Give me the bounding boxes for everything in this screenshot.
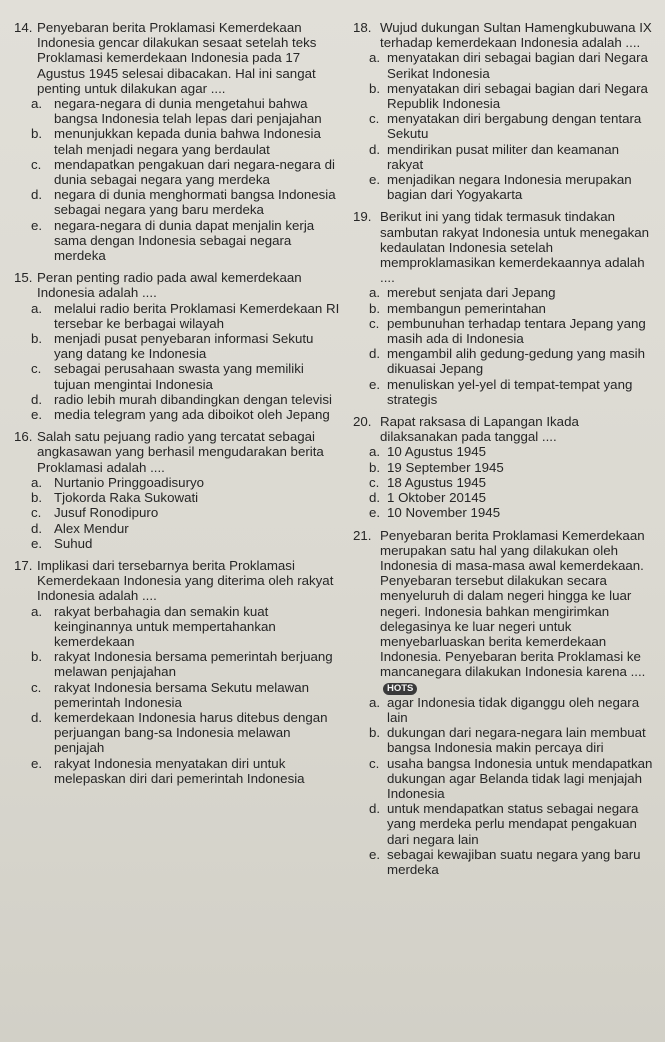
question-number: 14. xyxy=(14,20,33,35)
option-letter: b. xyxy=(369,300,381,316)
option-letter: a. xyxy=(31,474,43,490)
option-letter: a. xyxy=(31,603,43,619)
question-17 xyxy=(14,558,340,786)
question-19 xyxy=(353,209,653,407)
option-letter: e. xyxy=(31,755,43,771)
option-text: 10 Agustus 1945 xyxy=(387,444,487,460)
option-a[interactable] xyxy=(353,695,653,725)
question-16 xyxy=(14,429,340,551)
question-number: 17. xyxy=(14,557,33,573)
option-text: Alex Mendur xyxy=(54,520,129,536)
option-text: Suhud xyxy=(54,535,93,551)
option-letter: b. xyxy=(369,459,381,475)
question-text: Penyebaran berita Proklamasi Kemerdekaan merupakan satu hal yang dilakukan oleh Indonesia di masa-masa awal kemerdekaan. Penyebaran tersebut dilakukan secara menyeluruh di dalam negeri hingga ke luar negeri. Indonesia bahkan mengirimkan delegasinya ke luar negeri untuk menyebarluaskan berita kemerdekaan Indonesia. Penyebaran berita Proklamasi ke mancanegara dilakukan Indonesia karena .... xyxy=(380,527,646,680)
right-column xyxy=(353,20,653,884)
option-b[interactable] xyxy=(14,649,340,679)
option-text: media telegram yang ada diboikot oleh Jepang xyxy=(54,407,330,423)
option-b[interactable] xyxy=(14,126,340,156)
option-text: 10 November 1945 xyxy=(387,505,501,521)
option-letter: a. xyxy=(369,50,381,66)
option-d[interactable] xyxy=(14,187,340,217)
option-text: mendirikan pusat militer dan keamanan rakyat xyxy=(387,141,620,172)
answer-options xyxy=(14,475,340,551)
option-a[interactable] xyxy=(14,604,340,650)
option-b[interactable] xyxy=(14,490,340,505)
option-letter: a. xyxy=(369,285,381,301)
option-letter: c. xyxy=(31,156,42,172)
option-a[interactable] xyxy=(353,50,653,80)
option-letter: e. xyxy=(31,407,43,423)
question-stem xyxy=(353,209,653,285)
option-text: radio lebih murah dibandingkan dengan televisi xyxy=(54,391,332,407)
question-text: Rapat raksasa di Lapangan Ikada dilaksanakan pada tanggal .... xyxy=(380,414,579,445)
option-letter: d. xyxy=(31,391,43,407)
option-letter: a. xyxy=(369,694,381,710)
option-e[interactable] xyxy=(14,218,340,264)
option-letter: b. xyxy=(31,490,43,506)
option-text: 1 Oktober 20145 xyxy=(387,490,487,506)
option-letter: a. xyxy=(31,96,43,112)
option-d[interactable] xyxy=(14,521,340,536)
option-letter: c. xyxy=(31,679,42,695)
option-c[interactable] xyxy=(353,111,653,141)
option-d[interactable] xyxy=(14,392,340,407)
option-d[interactable] xyxy=(353,142,653,172)
option-letter: e. xyxy=(31,535,43,551)
option-letter: b. xyxy=(31,126,43,142)
option-text: sebagai perusahaan swasta yang memiliki tujuan mengintai Indonesia xyxy=(54,361,304,392)
answer-options xyxy=(353,50,653,202)
option-a[interactable] xyxy=(14,475,340,490)
option-text: rakyat Indonesia menyatakan diri untuk melepaskan diri dari pemerintah Indonesia xyxy=(54,755,305,786)
option-text: Tjokorda Raka Sukowati xyxy=(54,490,199,506)
option-text: negara-negara di dunia mengetahui bahwa bangsa Indonesia telah lepas dari penjajahan xyxy=(54,96,322,127)
option-d[interactable] xyxy=(353,490,653,505)
option-letter: b. xyxy=(31,331,43,347)
answer-options xyxy=(14,301,340,423)
option-c[interactable] xyxy=(353,756,653,802)
option-letter: c. xyxy=(369,755,380,771)
question-20 xyxy=(353,414,653,520)
question-number: 19. xyxy=(353,209,372,225)
option-text: rakyat berbahagia dan semakin kuat keinginannya untuk mempertahankan kemerdekaan xyxy=(54,603,276,649)
option-letter: c. xyxy=(369,315,380,331)
option-letter: a. xyxy=(31,300,43,316)
option-a[interactable] xyxy=(353,285,653,300)
hots-badge: HOTS xyxy=(383,683,417,695)
option-text: negara-negara di dunia dapat menjalin kerja sama dengan Indonesia sebagai negara merdeka xyxy=(54,217,315,264)
option-letter: e. xyxy=(369,505,381,521)
question-text: Berikut ini yang tidak termasuk tindakan sambutan rakyat Indonesia untuk menegakan kedaulatan Indonesia setelah memproklamasikan kemerdekaannya adalah .... xyxy=(380,209,650,286)
question-14 xyxy=(14,20,340,263)
question-15 xyxy=(14,270,340,422)
option-letter: d. xyxy=(31,187,43,203)
question-stem xyxy=(14,429,340,475)
option-letter: e. xyxy=(31,217,43,233)
option-text: mendapatkan pengakuan dari negara-negara di dunia sebagai negara yang merdeka xyxy=(54,156,335,188)
option-text: untuk mendapatkan status sebagai negara yang merdeka perlu mendapat pengakuan dari negara lain xyxy=(387,801,639,847)
option-b[interactable] xyxy=(353,301,653,316)
option-letter: c. xyxy=(31,361,42,377)
option-text: menyatakan diri sebagai bagian dari Negara Republik Indonesia xyxy=(387,80,648,112)
option-letter: d. xyxy=(369,801,381,817)
option-letter: b. xyxy=(369,80,381,96)
option-c[interactable] xyxy=(14,361,340,391)
option-text: menyatakan diri bergabung dengan tentara Sekutu xyxy=(387,111,642,142)
option-text: 19 September 1945 xyxy=(387,459,504,475)
question-18 xyxy=(353,20,653,202)
option-d[interactable] xyxy=(353,801,653,847)
option-e[interactable] xyxy=(353,377,653,407)
question-number: 16. xyxy=(14,429,33,445)
option-a[interactable] xyxy=(14,301,340,331)
option-text: usaha bangsa Indonesia untuk mendapatkan dukungan agar Belanda tidak lagi menjajah Indonesia xyxy=(387,755,653,801)
option-c[interactable] xyxy=(14,157,340,187)
answer-options xyxy=(14,604,340,786)
option-letter: e. xyxy=(369,846,381,862)
option-letter: d. xyxy=(31,709,43,725)
question-number: 21. xyxy=(353,527,372,543)
option-text: 18 Agustus 1945 xyxy=(387,474,487,490)
question-stem xyxy=(353,528,653,695)
question-stem xyxy=(353,414,653,444)
option-text: kemerdekaan Indonesia harus ditebus dengan perjuangan bang-sa Indonesia melawan penjajah xyxy=(54,709,328,756)
option-letter: c. xyxy=(369,474,380,490)
option-a[interactable] xyxy=(14,96,340,126)
option-e[interactable] xyxy=(353,505,653,520)
option-text: mengambil alih gedung-gedung yang masih dikuasai Jepang xyxy=(387,346,645,377)
left-column xyxy=(14,20,340,793)
question-text: Implikasi dari tersebarnya berita Proklamasi Kemerdekaan Indonesia yang diterima oleh rakyat Indonesia adalah .... xyxy=(37,557,334,604)
option-c[interactable] xyxy=(14,505,340,520)
option-d[interactable] xyxy=(14,710,340,756)
option-b[interactable] xyxy=(353,81,653,111)
answer-options xyxy=(353,444,653,520)
question-21 xyxy=(353,528,653,878)
option-text: merebut senjata dari Jepang xyxy=(387,285,556,301)
option-text: agar Indonesia tidak diganggu oleh negara lain xyxy=(387,694,640,725)
question-text: Salah satu pejuang radio yang tercatat sebagai angkasawan yang berhasil mengudarakan berita Proklamasi adalah .... xyxy=(37,429,324,475)
option-b[interactable] xyxy=(353,725,653,755)
option-d[interactable] xyxy=(353,346,653,376)
option-letter: d. xyxy=(31,520,43,536)
question-stem xyxy=(14,558,340,604)
option-letter: d. xyxy=(369,141,381,157)
answer-options xyxy=(353,695,653,877)
option-b[interactable] xyxy=(14,331,340,361)
question-text: Penyebaran berita Proklamasi Kemerdekaan Indonesia gencar dilakukan sesaat setelah teks Proklamasi kemerdekaan Indonesia pada 17 Agustus 1945 selesai dibacakan. Hal ini sangat penting untuk dilakukan agar .... xyxy=(37,20,317,96)
option-c[interactable] xyxy=(353,475,653,490)
question-text: Wujud dukungan Sultan Hamengkubuwana IX terhadap kemerdekaan Indonesia adalah .... xyxy=(380,20,652,51)
option-letter: c. xyxy=(31,505,42,521)
option-text: menuliskan yel-yel di tempat-tempat yang strategis xyxy=(387,376,633,407)
question-number: 20. xyxy=(353,414,372,430)
option-letter: c. xyxy=(369,111,380,127)
answer-options xyxy=(353,285,653,407)
option-letter: e. xyxy=(369,376,381,392)
option-letter: e. xyxy=(369,172,381,188)
question-stem xyxy=(14,20,340,96)
option-text: negara di dunia menghormati bangsa Indonesia sebagai negara yang baru merdeka xyxy=(54,187,336,218)
question-stem xyxy=(353,20,653,50)
option-letter: b. xyxy=(369,725,381,741)
option-text: membangun pemerintahan xyxy=(387,300,546,316)
option-text: melalui radio berita Proklamasi Kemerdekaan RI tersebar ke berbagai wilayah xyxy=(54,300,340,331)
option-text: menjadi pusat penyebaran informasi Sekutu yang datang ke Indonesia xyxy=(54,331,314,362)
option-c[interactable] xyxy=(14,680,340,710)
question-number: 15. xyxy=(14,270,33,286)
option-text: Jusuf Ronodipuro xyxy=(54,505,159,521)
option-text: menunjukkan kepada dunia bahwa Indonesia telah menjadi negara yang berdaulat xyxy=(54,126,321,157)
option-text: pembunuhan terhadap tentara Jepang yang masih ada di Indonesia xyxy=(387,315,646,347)
answer-options xyxy=(14,96,340,263)
option-e[interactable] xyxy=(14,407,340,422)
option-text: Nurtanio Pringgoadisuryo xyxy=(54,474,205,490)
option-letter: a. xyxy=(369,444,381,460)
option-c[interactable] xyxy=(353,316,653,346)
option-e[interactable] xyxy=(353,847,653,877)
option-e[interactable] xyxy=(353,172,653,202)
option-text: rakyat Indonesia bersama Sekutu melawan pemerintah Indonesia xyxy=(54,679,309,710)
option-text: sebagai kewajiban suatu negara yang baru merdeka xyxy=(387,846,641,877)
option-e[interactable] xyxy=(14,756,340,786)
option-text: menyatakan diri sebagai bagian dari Negara Serikat Indonesia xyxy=(387,50,648,81)
option-text: menjadikan negara Indonesia merupakan bagian dari Yogyakarta xyxy=(387,172,632,203)
option-b[interactable] xyxy=(353,460,653,475)
question-text: Peran penting radio pada awal kemerdekaan Indonesia adalah .... xyxy=(37,270,302,301)
option-letter: b. xyxy=(31,649,43,665)
question-number: 18. xyxy=(353,20,372,35)
option-text: rakyat Indonesia bersama pemerintah berjuang melawan penjajahan xyxy=(54,649,333,680)
option-letter: d. xyxy=(369,346,381,362)
option-letter: d. xyxy=(369,490,381,506)
option-text: dukungan dari negara-negara lain membuat bangsa Indonesia makin percaya diri xyxy=(387,725,646,756)
option-e[interactable] xyxy=(14,536,340,551)
option-a[interactable] xyxy=(353,444,653,459)
question-stem xyxy=(14,270,340,300)
